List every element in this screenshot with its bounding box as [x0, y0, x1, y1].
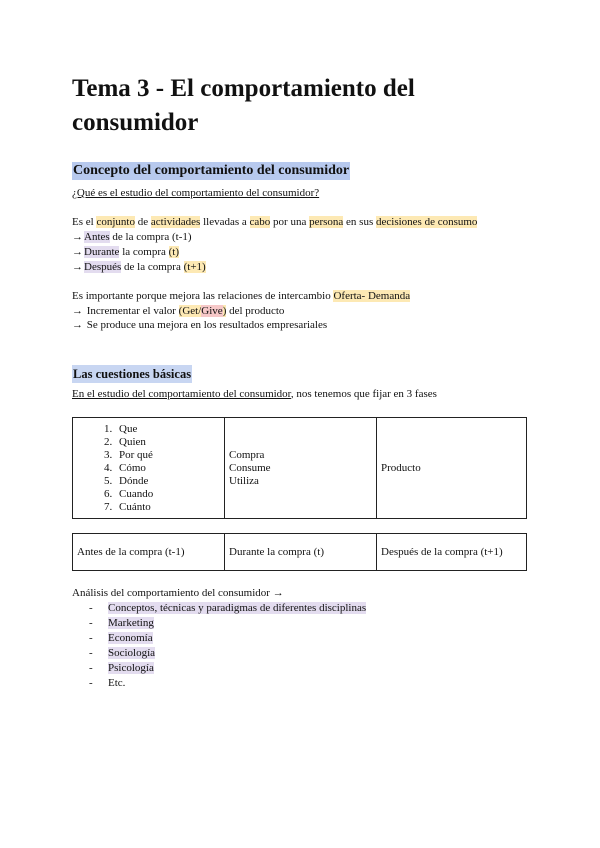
value-paren: ): [222, 305, 227, 317]
bullet-dash: -: [89, 602, 93, 614]
def-highlight: actividades: [150, 216, 201, 228]
definition-line: [72, 215, 477, 230]
def-text: en sus: [343, 216, 376, 228]
arrow-icon: →: [72, 319, 83, 331]
action-item: Compra: [229, 448, 265, 461]
arrow-icon: →: [72, 305, 83, 317]
questions-cell: [73, 418, 225, 519]
value-line: [72, 304, 284, 319]
bullet-text: Marketing: [108, 617, 154, 629]
table-row: [73, 534, 527, 571]
def-highlight: conjunto: [96, 216, 135, 228]
phase-tag: (t-1): [171, 231, 192, 243]
list-item: 5. Dónde: [115, 475, 220, 488]
value-get: Get: [182, 305, 199, 317]
questions-table: [72, 417, 527, 519]
bullet-text: Etc.: [108, 677, 126, 689]
def-highlight: persona: [309, 216, 344, 228]
list-item: [89, 616, 389, 631]
value-text: del producto: [226, 305, 285, 317]
list-item: [89, 676, 389, 691]
questions-list: [77, 423, 220, 514]
phase-line-durante: [72, 245, 179, 260]
value-text: Incrementar el valor: [84, 305, 179, 317]
timeline-cell: Durante la compra (t): [225, 534, 377, 571]
phase-text: de la compra: [121, 261, 184, 273]
results-line: [72, 318, 327, 333]
bullet-text: Sociología: [108, 647, 156, 659]
action-item: Consume: [229, 461, 271, 474]
intro-rest: , nos tenemos que fijar en 3 fases: [290, 388, 437, 400]
list-item: [89, 661, 389, 676]
arrow-icon: →: [72, 261, 83, 273]
value-slash: /: [198, 305, 202, 317]
value-paren: (: [178, 305, 183, 317]
list-item: [89, 646, 389, 661]
def-text: llevadas a: [200, 216, 250, 228]
list-item: 4. Cómo: [115, 462, 220, 475]
value-give: Give: [201, 305, 223, 317]
timeline-cell: Después de la compra (t+1): [377, 534, 527, 571]
bullet-text: Psicología: [108, 662, 154, 674]
importance-highlight: Oferta- Demanda: [333, 290, 411, 302]
def-text: por una: [270, 216, 310, 228]
timeline-cell: Antes de la compra (t-1): [73, 534, 225, 571]
phase-tag: (t): [168, 246, 180, 258]
phase-text: de la compra: [109, 231, 172, 243]
phase-line-antes: [72, 230, 192, 245]
phase-line-despues: [72, 260, 206, 275]
bullet-text: Economía: [108, 632, 153, 644]
importance-line: [72, 289, 410, 304]
bullet-text: Conceptos, técnicas y paradigmas de diferentes disciplinas: [108, 602, 367, 614]
actions-cell: [225, 418, 377, 519]
def-highlight: decisiones de consumo: [376, 216, 478, 228]
timeline-table: [72, 533, 527, 571]
phase-tag: (t+1): [183, 261, 206, 273]
def-highlight: cabo: [249, 216, 271, 228]
table-row: [73, 418, 527, 519]
def-text: de: [134, 216, 151, 228]
section-heading-concepto: Concepto del comportamiento del consumidor: [73, 163, 350, 178]
bullet-dash: -: [89, 632, 93, 644]
list-item: 1. Que: [115, 423, 220, 436]
bullet-dash: -: [89, 647, 93, 659]
action-item: Utiliza: [229, 474, 259, 487]
arrow-icon: →: [72, 231, 83, 243]
list-item: [89, 601, 389, 616]
section-heading-cuestiones: Las cuestiones básicas: [73, 367, 192, 381]
list-item: 7. Cuánto: [115, 501, 220, 514]
list-item: 2. Quien: [115, 436, 220, 449]
list-item: 3. Por qué: [115, 449, 220, 462]
bullet-dash: -: [89, 677, 93, 689]
bullet-dash: -: [89, 617, 93, 629]
results-text: Se produce una mejora en los resultados empresariales: [84, 319, 328, 331]
analysis-intro: Análisis del comportamiento del consumidor →: [72, 587, 284, 599]
list-item: [89, 631, 389, 646]
phase-highlight: Después: [84, 261, 122, 273]
bullet-dash: -: [89, 662, 93, 674]
page-title: Tema 3 - El comportamiento del consumidor: [72, 75, 415, 136]
phase-highlight: Durante: [84, 246, 120, 258]
object-cell: Producto: [377, 418, 527, 519]
list-item: 6. Cuando: [115, 488, 220, 501]
importance-text: Es importante porque mejora las relaciones de intercambio: [72, 290, 334, 302]
intro-underlined: En el estudio del comportamiento del consumidor: [72, 388, 291, 400]
phase-highlight: Antes: [84, 231, 110, 243]
question-line: ¿Qué es el estudio del comportamiento del consumidor?: [72, 187, 320, 199]
def-text: Es el: [72, 216, 97, 228]
arrow-icon: →: [72, 246, 83, 258]
phase-text: la compra: [119, 246, 169, 258]
intro-line: [72, 387, 437, 402]
